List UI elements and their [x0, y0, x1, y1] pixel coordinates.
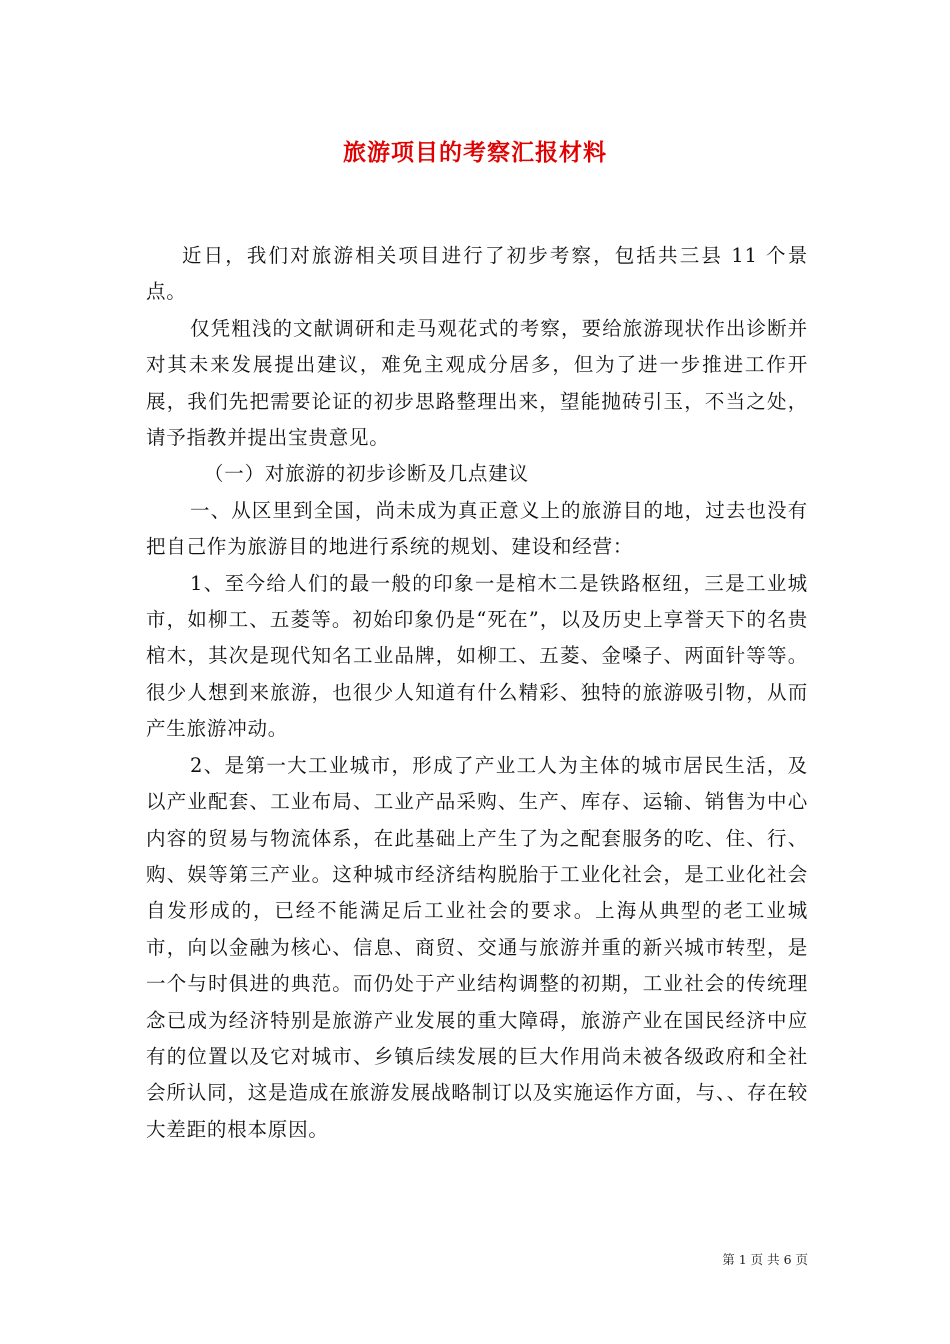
paragraph-point-one: 一、从区里到全国，尚未成为真正意义上的旅游目的地，过去也没有把自己作为旅游目的地进行系统的规划、建设和经营： — [146, 498, 808, 559]
paragraph-preface: 仅凭粗浅的文献调研和走马观花式的考察，要给旅游现状作出诊断并对其未来发展提出建议，难免主观成分居多，但为了进一步推进工作开展，我们先把需要论证的初步思路整理出来，望能抛砖引玉，不当之处，请予指教并提出宝贵意见。 — [146, 316, 808, 450]
paragraph-item-1: 1、至今给人们的最一般的印象一是棺木二是铁路枢纽，三是工业城市，如柳工、五菱等。初始印象仍是“死在”，以及历史上享誉天下的名贵棺木，其次是现代知名工业品牌，如柳工、五菱、金嗓子、两面针等等。很少人想到来旅游，也很少人知道有什么精彩、独特的旅游吸引物，从而产生旅游冲动。 — [146, 571, 808, 741]
page-number-footer: 第 1 页 共 6 页 — [722, 1252, 808, 1267]
document-title: 旅游项目的考察汇报材料 — [343, 139, 607, 166]
section-heading: （一）对旅游的初步诊断及几点建议 — [204, 462, 529, 486]
document-body — [146, 238, 808, 1148]
paragraph-intro: 近日，我们对旅游相关项目进行了初步考察，包括共三县 11 个景点。 — [146, 244, 808, 304]
paragraph-item-2: 2、是第一大工业城市，形成了产业工人为主体的城市居民生活，及以产业配套、工业布局、工业产品采购、生产、库存、运输、销售为中心内容的贸易与物流体系，在此基础上产生了为之配套服务的吃、住、行、购、娱等第三产业。这种城市经济结构脱胎于工业化社会，是工业化社会自发形成的，已经不能满足后工业社会的要求。上海从典型的老工业城市，向以金融为核心、信息、商贸、交通与旅游并重的新兴城市转型，是一个与时俱进的典范。而仍处于产业结构调整的初期，工业社会的传统理念已成为经济特别是旅游产业发展的重大障碍，旅游产业在国民经济中应有的位置以及它对城市、乡镇后续发展的巨大作用尚未被各级政府和全社会所认同，这是造成在旅游发展战略制订以及实施运作方面，与、、存在较大差距的根本原因。 — [146, 753, 808, 1141]
